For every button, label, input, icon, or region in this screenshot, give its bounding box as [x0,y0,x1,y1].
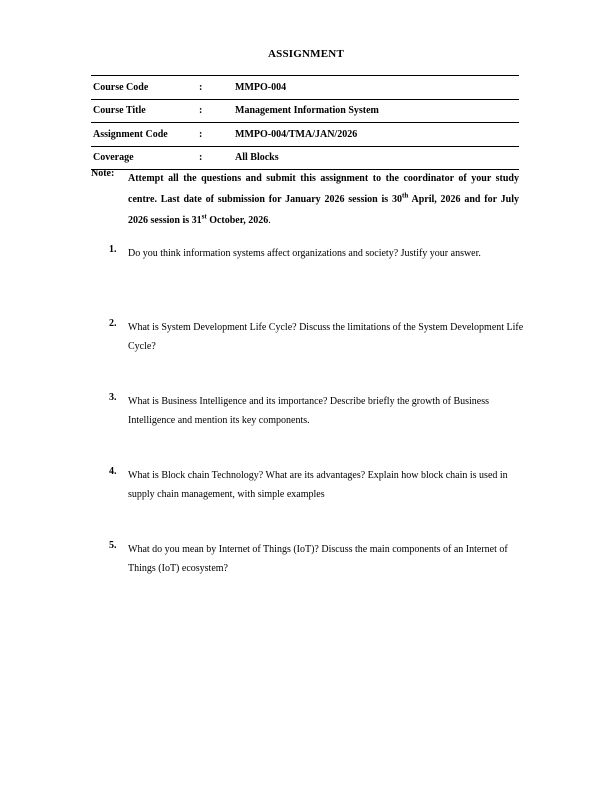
info-colon: : [199,152,203,164]
assignment-code-row [91,123,519,147]
note-text-part3: October, 2026 [206,215,269,226]
question-text: Do you think information systems affect organizations and society? Justify your answer. [128,248,481,259]
info-label: Course Code [93,81,149,93]
note-text-end: . [268,215,271,226]
question-number: 4. [109,466,117,477]
info-value: All Blocks [235,152,279,164]
info-colon: : [199,128,203,140]
question-3 [109,392,529,430]
info-value: MMPO-004 [235,81,287,93]
note-text-part2: April, 2026 and for July 2026 session is 31 [128,194,519,226]
info-colon: : [199,81,203,93]
info-colon: : [199,105,203,117]
course-code-row [91,76,519,100]
info-label: Assignment Code [93,128,168,140]
info-label: Course Title [93,105,146,117]
page-title: ASSIGNMENT [268,48,344,60]
note-sup-st: st [201,212,207,221]
course-title-row [91,100,519,124]
info-value: Management Information System [235,105,379,117]
note-sup-th: th [402,191,409,200]
question-number: 1. [109,244,117,255]
info-label: Coverage [93,152,134,164]
note-text [128,168,519,231]
question-text: What is System Development Life Cycle? Discuss the limitations of the System Development Life Cycle? [128,322,524,352]
question-2 [109,318,529,356]
question-number: 2. [109,318,117,329]
submission-note [91,168,519,231]
question-number: 5. [109,540,117,551]
question-4 [109,466,529,504]
question-text: What is Business Intelligence and its importance? Describe briefly the growth of Business Intelligence and mention its key components. [128,396,490,426]
note-text-part1: Attempt all the questions and submit this assignment to the coordinator of your study centre. Last date of submission for January 2026 session is 30 [128,173,519,205]
question-number: 3. [109,392,117,403]
question-text: What is Block chain Technology? What are its advantages? Explain how block chain is used in supply chain management, with simple examples [128,470,508,500]
course-info-table [91,75,519,170]
question-5 [109,540,529,578]
question-1 [109,244,529,263]
note-label: Note: [91,168,115,179]
info-value: MMPO-004/TMA/JAN/2026 [235,128,358,140]
question-text: What do you mean by Internet of Things (IoT)? Discuss the main components of an Internet of Things (IoT) ecosystem? [128,544,508,574]
coverage-row [91,147,519,170]
